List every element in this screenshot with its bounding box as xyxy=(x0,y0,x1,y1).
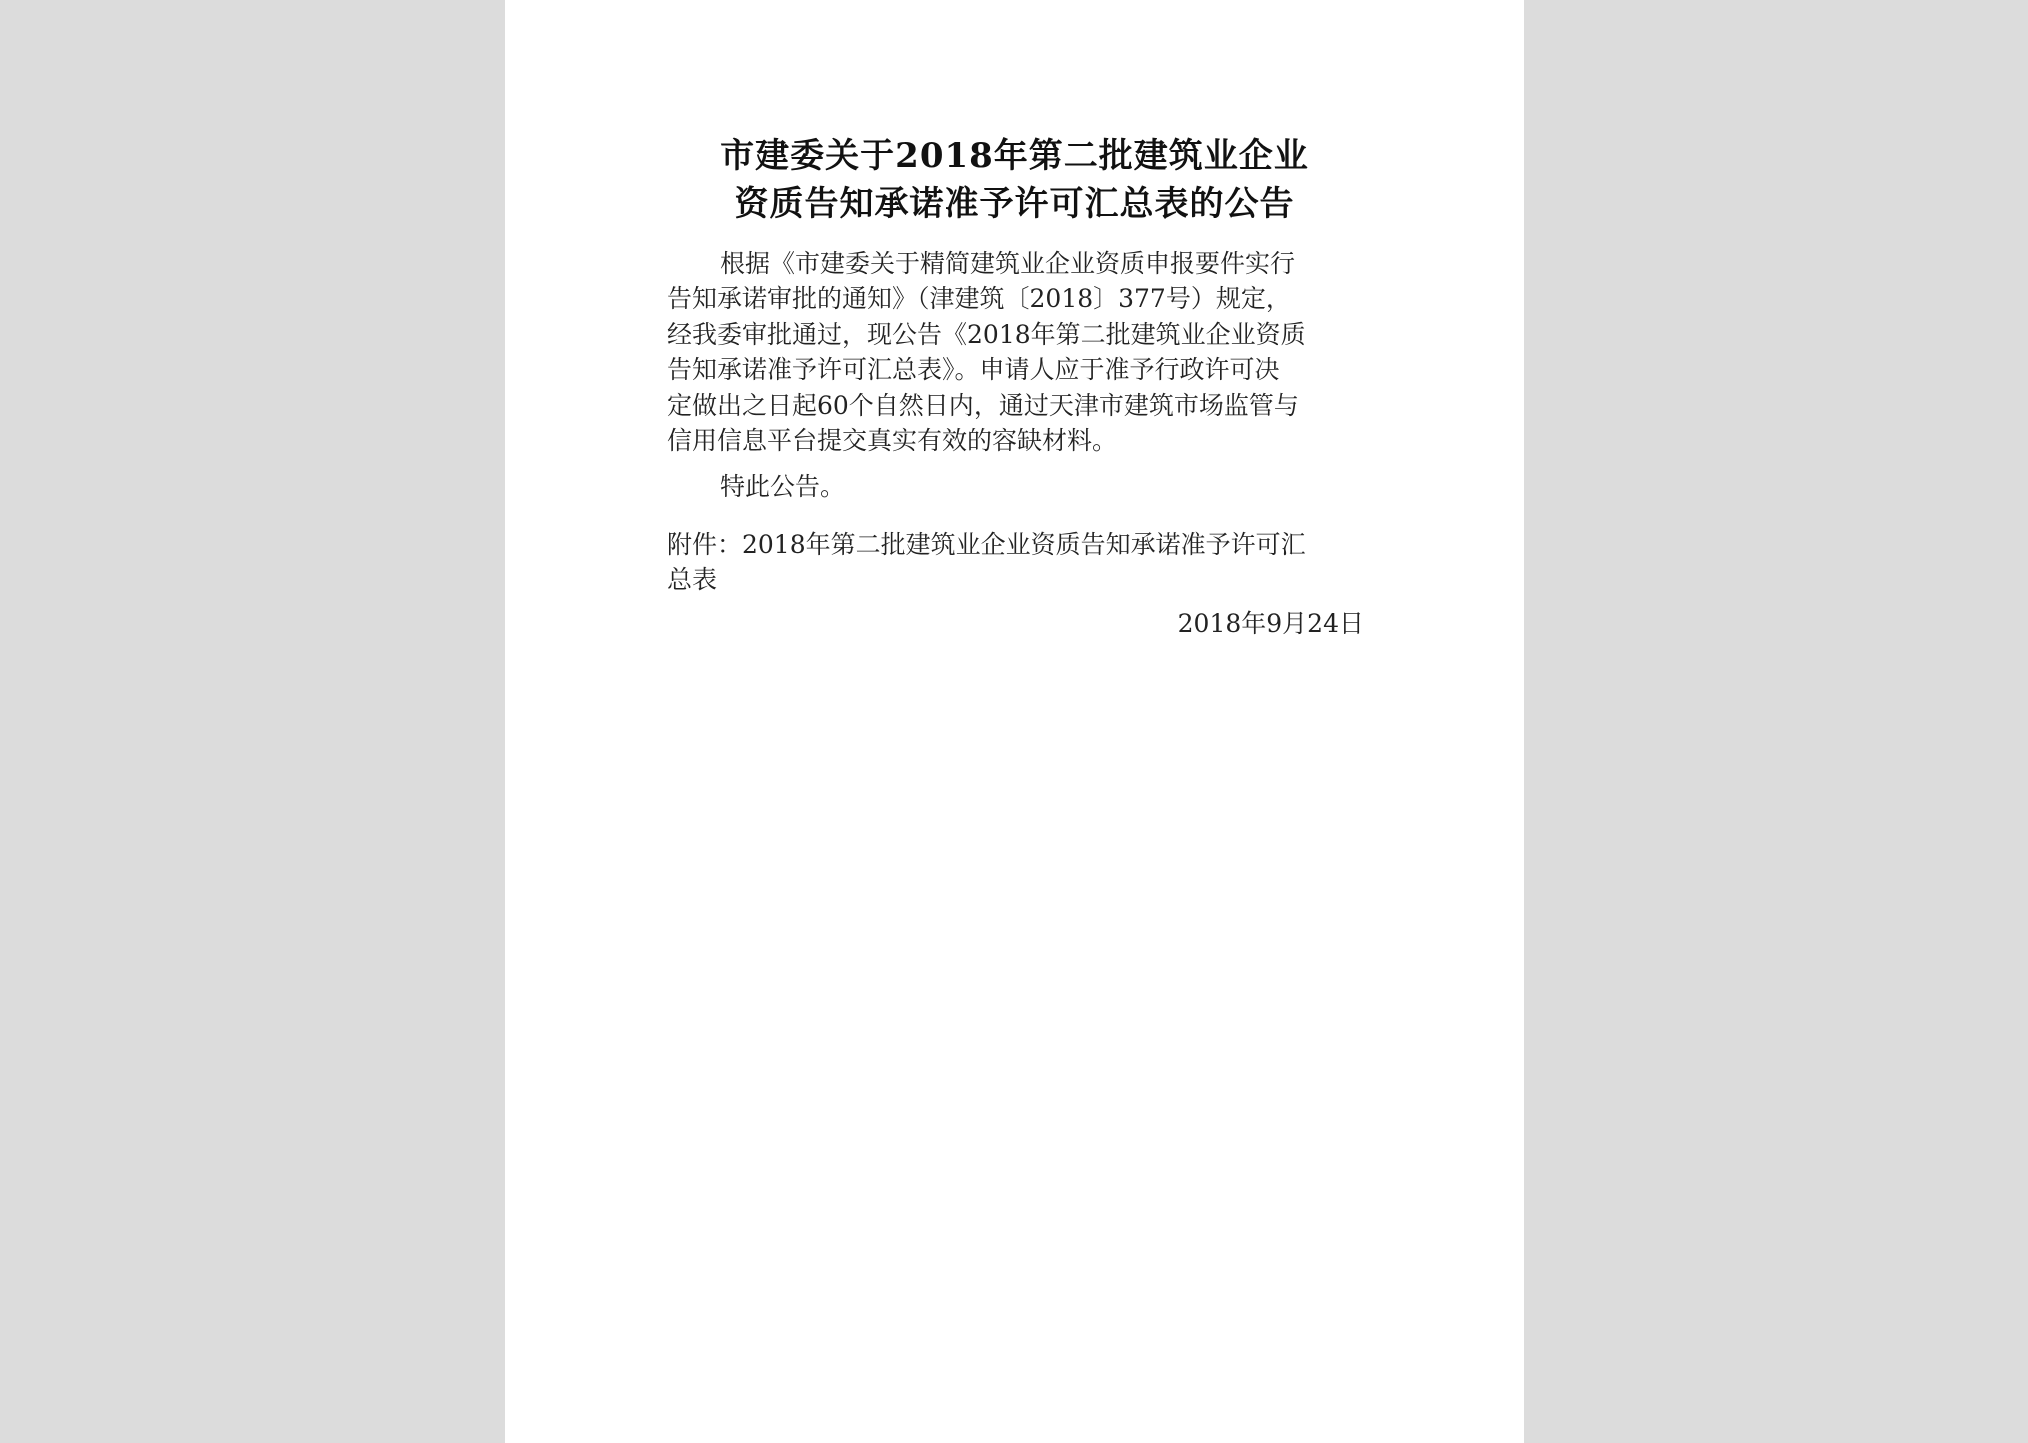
body-line-2: 告知承诺审批的通知》（津建筑〔2018〕377号）规定， xyxy=(667,284,1291,313)
document-date: 2018年9月24日 xyxy=(1177,609,1364,638)
document-title-line-2: 资质告知承诺准予许可汇总表的公告 xyxy=(734,184,1295,224)
body-line-3: 经我委审批通过，现公告《2018年第二批建筑业企业资质 xyxy=(667,320,1306,349)
closing-text: 特此公告。 xyxy=(720,472,846,501)
body-line-4: 告知承诺准予许可汇总表》。申请人应于准予行政许可决 xyxy=(667,355,1280,384)
body-line-6: 信用信息平台提交真实有效的容缺材料。 xyxy=(667,426,1118,455)
attachment-line-1: 附件：2018年第二批建筑业企业资质告知承诺准予许可汇 xyxy=(667,530,1306,559)
attachment-line-2: 总表 xyxy=(667,565,718,594)
document-page xyxy=(505,0,1524,1443)
body-line-1: 根据《市建委关于精简建筑业企业资质申报要件实行 xyxy=(720,249,1296,278)
document-title-line-1: 市建委关于2018年第二批建筑业企业 xyxy=(720,136,1309,176)
body-line-5: 定做出之日起60个自然日内，通过天津市建筑市场监管与 xyxy=(667,391,1299,420)
